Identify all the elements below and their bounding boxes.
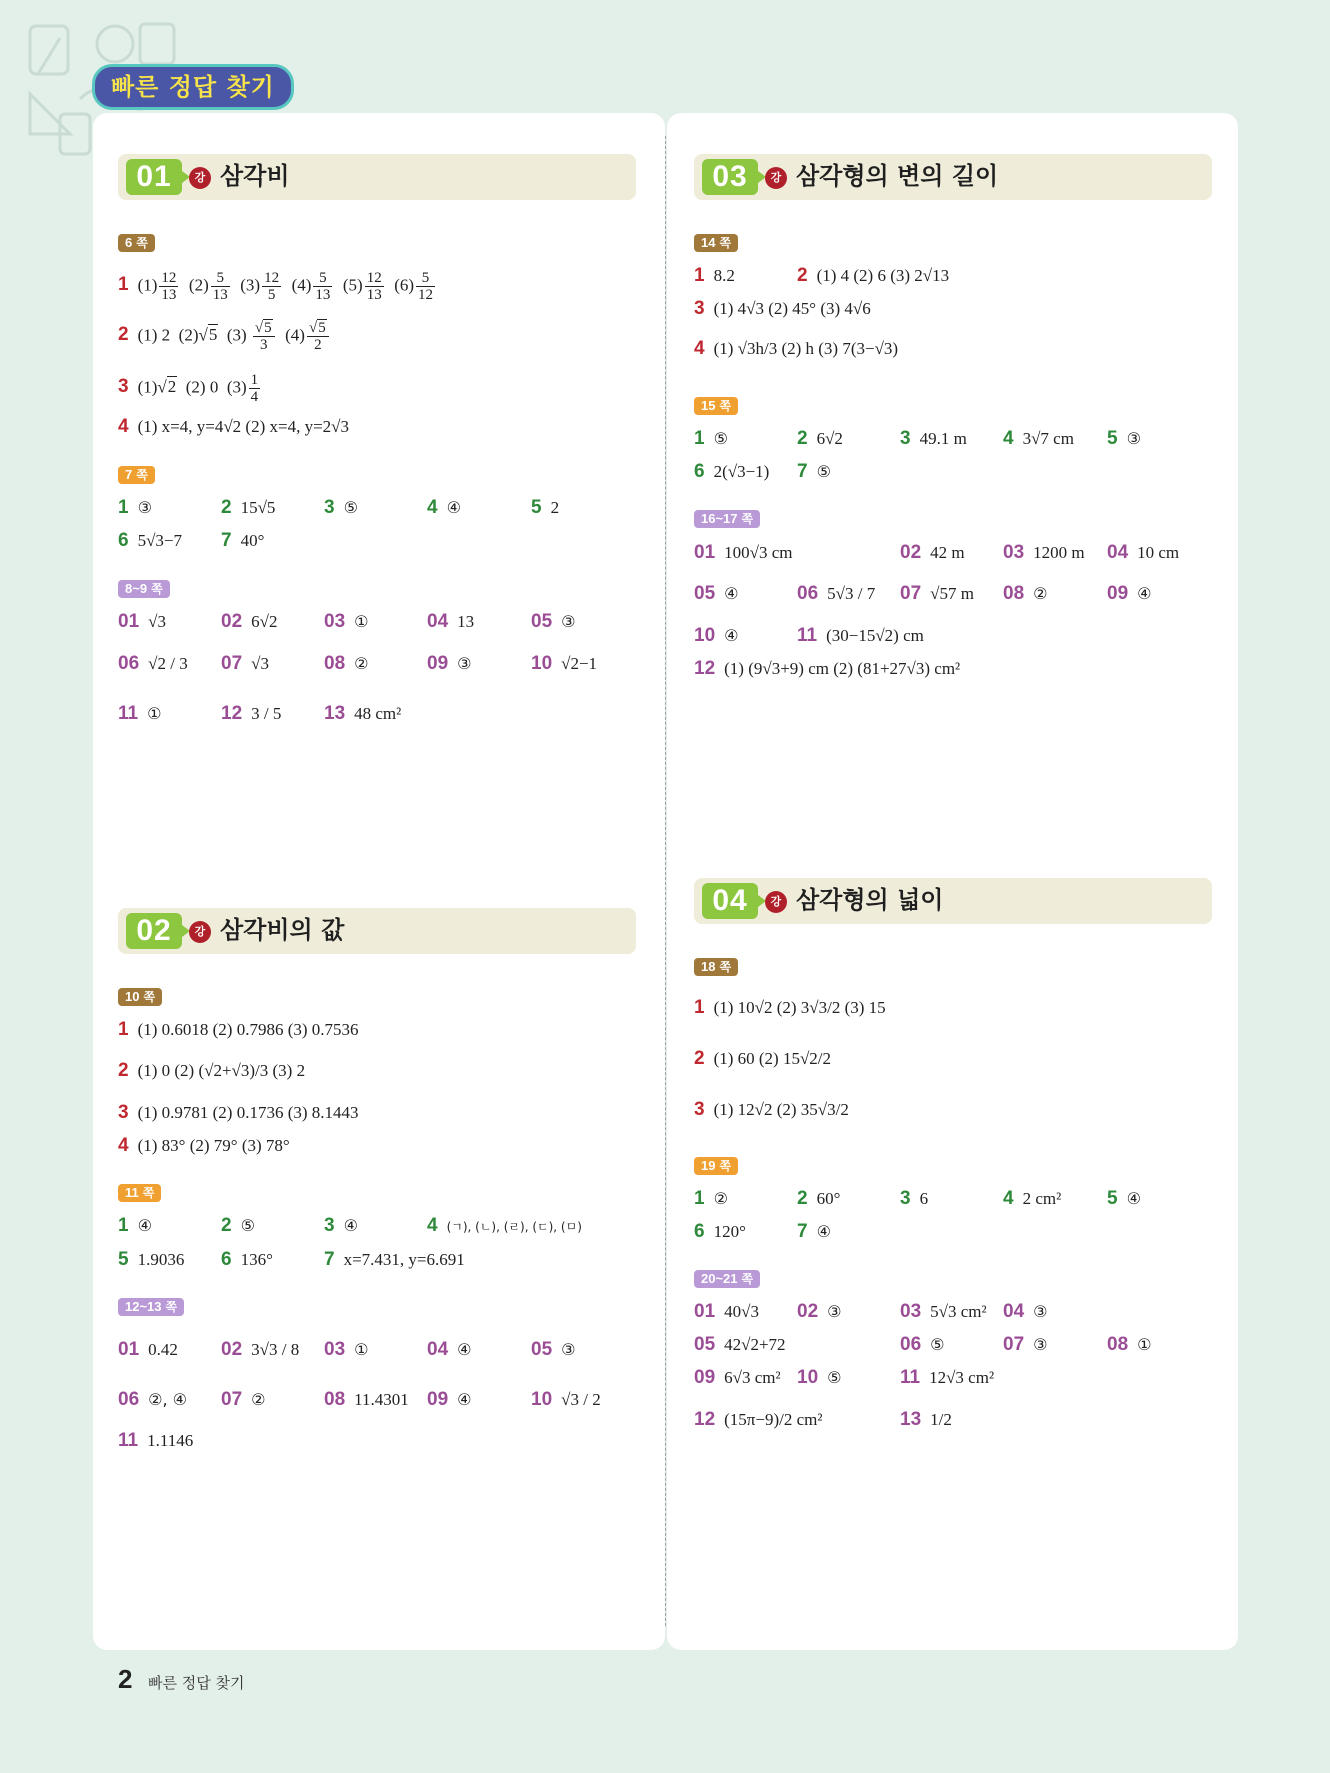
answer-l04-p2021-08: 08 ① [1107,1334,1152,1355]
page-tag-14: 14 쪽 [694,234,738,252]
answer-l03-p1617-08: 08 ② [1003,583,1048,604]
answer-l04-p19-6: 6 120° [694,1221,746,1242]
lesson-header-01 [118,154,636,200]
answer-l02-p10-3: 3 (1) 0.9781 (2) 0.1736 (3) 8.1443 [118,1102,359,1123]
page-tag-6: 6 쪽 [118,234,155,252]
answer-l02-p1213-08: 08 11.4301 [324,1389,409,1410]
answer-l01-p7-1: 1 ③ [118,497,152,518]
answer-l03-p1617-07: 07 √57 m [900,583,974,604]
answer-l01-p6-2: 2 (1) 2 (2)√5 (3) $\frac{√5}{3}$ (4) $\frac{√5}{2}$ [118,320,331,353]
answer-l04-p18-2: 2 (1) 60 (2) 15√2/2 [694,1048,832,1069]
answer-l04-p2021-09: 09 6√3 cm² [694,1367,781,1388]
answer-l02-p11-4: 4 (ㄱ), (ㄴ), (ㄹ), (ㄷ), (ㅁ) [427,1215,582,1236]
page-tag-12-13: 12~13 쪽 [118,1298,184,1316]
page-tag-10: 10 쪽 [118,988,162,1006]
answer-l02-p11-3: 3 ④ [324,1215,358,1236]
answer-l04-p19-1: 1 ② [694,1188,728,1209]
quick-answer-badge: 빠른 정답 찾기 [92,64,294,110]
answer-l01-p89-07: 07 √3 [221,653,269,674]
footer-label: 빠른 정답 찾기 [148,1674,245,1692]
answer-l01-p7-7: 7 40° [221,530,265,551]
lesson-header-04 [694,878,1212,924]
answer-l03-p1617-06: 06 5√3 / 7 [797,583,876,604]
answer-l01-p89-01: 01 √3 [118,611,166,632]
answer-l03-p14-4: 4 (1) √3h/3 (2) h (3) 7(3−√3) [694,338,899,359]
answer-l03-p15-4: 4 3√7 cm [1003,428,1074,449]
answer-l02-p11-1: 1 ④ [118,1215,152,1236]
page-tag-16-17: 16~17 쪽 [694,510,760,528]
lesson-gang-mark: 강 [765,167,787,189]
answer-l04-p18-1: 1 (1) 10√2 (2) 3√3/2 (3) 15 [694,997,886,1018]
answer-l04-p19-3: 3 6 [900,1188,929,1209]
answer-l02-p1213-01: 01 0.42 [118,1339,178,1360]
answer-l02-p11-7: 7 x=7.431, y=6.691 [324,1249,465,1270]
answer-l01-p89-08: 08 ② [324,653,369,674]
answer-l02-p11-6: 6 136° [221,1249,273,1270]
lesson-header-02 [118,908,636,954]
answer-l04-p2021-12: 12 (15π−9)/2 cm² [694,1409,823,1430]
answer-l03-p1617-01: 01 100√3 cm [694,542,793,563]
answer-l04-p2021-07: 07 ③ [1003,1334,1048,1355]
lesson-gang-mark: 강 [189,167,211,189]
answer-l01-p89-06: 06 √2 / 3 [118,653,188,674]
answer-l03-p15-6: 6 2(√3−1) [694,461,770,482]
answer-l03-p1617-04: 04 10 cm [1107,542,1180,563]
answer-l01-p89-12: 12 3 / 5 [221,703,282,724]
column-divider [665,136,666,1626]
lesson-title: 삼각비의 값 [220,916,345,944]
answer-l03-p1617-11: 11 (30−15√2) cm [797,625,924,646]
answer-l03-p1617-10: 10 ④ [694,625,739,646]
answer-l01-p7-3: 3 ⑤ [324,497,358,518]
answer-l04-p19-4: 4 2 cm² [1003,1188,1062,1209]
answer-l04-p2021-02: 02 ③ [797,1301,842,1322]
answer-l04-p18-3: 3 (1) 12√2 (2) 35√3/2 [694,1099,849,1120]
page-tag-7: 7 쪽 [118,466,155,484]
lesson-title: 삼각형의 변의 길이 [796,162,999,190]
answer-l04-p2021-10: 10 ⑤ [797,1367,842,1388]
lesson-number: 04 [702,883,758,919]
page-number: 2 [118,1664,133,1694]
answer-l01-p89-10: 10 √2−1 [531,653,598,674]
answer-l01-p7-4: 4 ④ [427,497,461,518]
answer-l03-p15-7: 7 ⑤ [797,461,831,482]
answer-l01-p89-09: 09 ③ [427,653,472,674]
answer-l02-p11-5: 5 1.9036 [118,1249,185,1270]
answer-l01-p89-11: 11 ① [118,703,162,724]
answer-l03-p14-1: 1 8.2 [694,265,735,286]
answer-l04-p19-7: 7 ④ [797,1221,831,1242]
answer-l03-p1617-03: 03 1200 m [1003,542,1085,563]
lesson-number: 03 [702,159,758,195]
answer-l02-p1213-11: 11 1.1146 [118,1430,194,1451]
answer-l02-p1213-03: 03 ① [324,1339,369,1360]
answer-l04-p2021-06: 06 ⑤ [900,1334,945,1355]
answer-l03-p15-5: 5 ③ [1107,428,1141,449]
answer-l04-p2021-04: 04 ③ [1003,1301,1048,1322]
answer-l01-p6-3: 3 (1)√2 (2) 0 (3) $\frac{1}{4}$ [118,372,259,405]
answer-l02-p11-2: 2 ⑤ [221,1215,255,1236]
lesson-gang-mark: 강 [189,921,211,943]
answer-l03-p1617-02: 02 42 m [900,542,965,563]
page-tag-20-21: 20~21 쪽 [694,1270,760,1288]
answer-l03-p14-2: 2 (1) 4 (2) 6 (3) 2√13 [797,265,950,286]
lesson-gang-mark: 강 [765,891,787,913]
answer-l01-p89-03: 03 ① [324,611,369,632]
answer-l02-p10-1: 1 (1) 0.6018 (2) 0.7986 (3) 0.7536 [118,1019,359,1040]
answer-l04-p2021-13: 13 1/2 [900,1409,952,1430]
answer-l04-p2021-03: 03 5√3 cm² [900,1301,987,1322]
page-tag-18: 18 쪽 [694,958,738,976]
answer-l01-p89-04: 04 13 [427,611,475,632]
answer-l02-p1213-06: 06 ②, ④ [118,1389,187,1410]
answer-l01-p7-5: 5 2 [531,497,560,518]
answer-l01-p7-2: 2 15√5 [221,497,276,518]
answer-l03-p1617-05: 05 ④ [694,583,739,604]
answer-l03-p15-3: 3 49.1 m [900,428,967,449]
answer-l04-p2021-01: 01 40√3 [694,1301,759,1322]
lesson-title: 삼각비 [220,162,290,190]
answer-l02-p10-4: 4 (1) 83° (2) 79° (3) 78° [118,1135,290,1156]
page-tag-19: 19 쪽 [694,1157,738,1175]
answer-l04-p2021-05: 05 42√2+72 [694,1334,786,1355]
lesson-number: 02 [126,913,182,949]
answer-l03-p15-1: 1 ⑤ [694,428,728,449]
answer-l01-p6-1: 1 (1) $\frac{12}{13}$ (2) $\frac{5}{13}$ (3) $\frac{12}{5}$ (4) $\frac{5}{13}$ (5) $\frac{12}{13}$ (6) $\frac{5}{12}$ [118,270,434,303]
answer-l02-p1213-07: 07 ② [221,1389,266,1410]
answer-l02-p1213-04: 04 ④ [427,1339,472,1360]
page-tag-8-9: 8~9 쪽 [118,580,170,598]
answer-l02-p10-2: 2 (1) 0 (2) (√2+√3)/3 (3) 2 [118,1060,306,1081]
answer-l01-p89-05: 05 ③ [531,611,576,632]
lesson-header-03 [694,154,1212,200]
answer-l01-p6-4: 4 (1) x=4, y=4√2 (2) x=4, y=2√3 [118,416,349,437]
lesson-title: 삼각형의 넓이 [796,886,944,914]
answer-l04-p19-5: 5 ④ [1107,1188,1141,1209]
answer-l02-p1213-10: 10 √3 / 2 [531,1389,601,1410]
lesson-number: 01 [126,159,182,195]
answer-l02-p1213-09: 09 ④ [427,1389,472,1410]
answer-l02-p1213-02: 02 3√3 / 8 [221,1339,300,1360]
page-tag-11: 11 쪽 [118,1184,161,1202]
answer-l01-p89-02: 02 6√2 [221,611,278,632]
answer-l03-p15-2: 2 6√2 [797,428,843,449]
answer-l03-p14-3: 3 (1) 4√3 (2) 45° (3) 4√6 [694,298,871,319]
answer-l01-p89-13: 13 48 cm² [324,703,402,724]
answer-l04-p2021-11: 11 12√3 cm² [900,1367,995,1388]
answer-l03-p1617-12: 12 (1) (9√3+9) cm (2) (81+27√3) cm² [694,658,961,679]
answer-l01-p7-6: 6 5√3−7 [118,530,182,551]
answer-l04-p19-2: 2 60° [797,1188,841,1209]
answer-l03-p1617-09: 09 ④ [1107,583,1152,604]
answer-l02-p1213-05: 05 ③ [531,1339,576,1360]
page-tag-15: 15 쪽 [694,397,738,415]
